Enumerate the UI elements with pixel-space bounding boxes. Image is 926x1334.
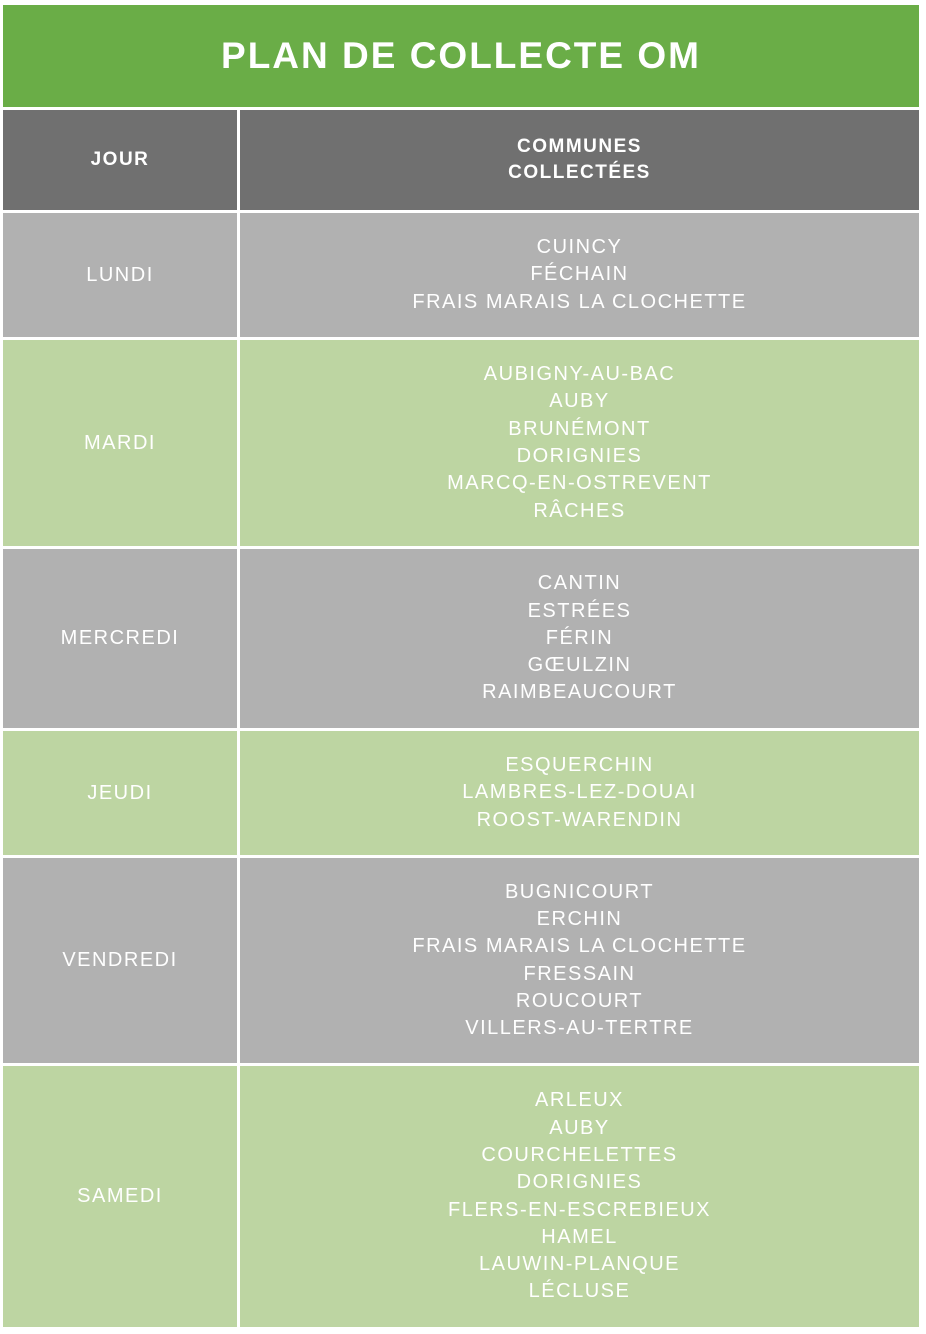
communes-cell: [240, 340, 919, 546]
commune: ROOST-WARENDIN: [476, 808, 683, 831]
table-row-jeudi: [3, 731, 919, 855]
day-cell: MERCREDI: [3, 549, 237, 728]
commune: MARCQ-EN-OSTREVENT: [447, 472, 712, 495]
commune: CANTIN: [537, 572, 622, 595]
table-row-lundi: [3, 213, 919, 337]
collection-schedule-table: [3, 5, 919, 1327]
commune: ROUCOURT: [515, 989, 644, 1012]
commune: BUGNICOURT: [504, 880, 655, 903]
commune: ARLEUX: [534, 1089, 625, 1112]
commune: RÂCHES: [533, 499, 626, 522]
commune: FRAIS MARAIS LA CLOCHETTE: [412, 935, 747, 958]
commune: ERCHIN: [536, 907, 623, 930]
table-row-vendredi: [3, 858, 919, 1063]
commune: LAUWIN-PLANQUE: [478, 1253, 681, 1276]
table-row-mardi: [3, 340, 919, 546]
commune: CUINCY: [536, 236, 623, 259]
commune: LÉCLUSE: [528, 1280, 631, 1303]
commune: AUBY: [549, 390, 610, 413]
column-header-day: JOUR: [3, 110, 237, 210]
table-title: PLAN DE COLLECTE OM: [3, 5, 919, 107]
commune: LAMBRES-LEZ-DOUAI: [462, 781, 697, 804]
day-cell: JEUDI: [3, 731, 237, 855]
commune: GŒULZIN: [527, 654, 632, 677]
day-cell: SAMEDI: [3, 1066, 237, 1327]
commune: AUBIGNY-AU-BAC: [483, 363, 676, 386]
column-header-communes-line1: COMMUNES: [517, 136, 642, 157]
day-cell: LUNDI: [3, 213, 237, 337]
commune: FRAIS MARAIS LA CLOCHETTE: [412, 290, 747, 313]
commune: ESTRÉES: [527, 599, 632, 622]
commune: RAIMBEAUCOURT: [482, 681, 677, 704]
commune: HAMEL: [541, 1225, 618, 1248]
column-header-row: [3, 110, 919, 210]
commune: FÉRIN: [545, 626, 614, 649]
commune: VILLERS-AU-TERTRE: [465, 1017, 694, 1040]
communes-cell: [240, 549, 919, 728]
commune: BRUNÉMONT: [508, 417, 651, 440]
column-header-communes-line2: COLLECTÉES: [508, 162, 651, 183]
communes-cell: [240, 858, 919, 1063]
commune: DORIGNIES: [516, 1171, 643, 1194]
commune: ESQUERCHIN: [505, 754, 654, 777]
communes-cell: [240, 213, 919, 337]
table-row-samedi: [3, 1066, 919, 1327]
commune: AUBY: [549, 1116, 610, 1139]
commune: FÉCHAIN: [530, 263, 629, 286]
commune: FLERS-EN-ESCREBIEUX: [448, 1198, 711, 1221]
commune: DORIGNIES: [516, 445, 643, 467]
day-cell: VENDREDI: [3, 858, 237, 1063]
commune: COURCHELETTES: [481, 1143, 678, 1166]
table-row-mercredi: [3, 549, 919, 728]
communes-cell: [240, 731, 919, 855]
column-header-communes: [240, 110, 919, 210]
commune: FRESSAIN: [523, 962, 636, 985]
day-cell: MARDI: [3, 340, 237, 546]
communes-cell: [240, 1066, 919, 1327]
